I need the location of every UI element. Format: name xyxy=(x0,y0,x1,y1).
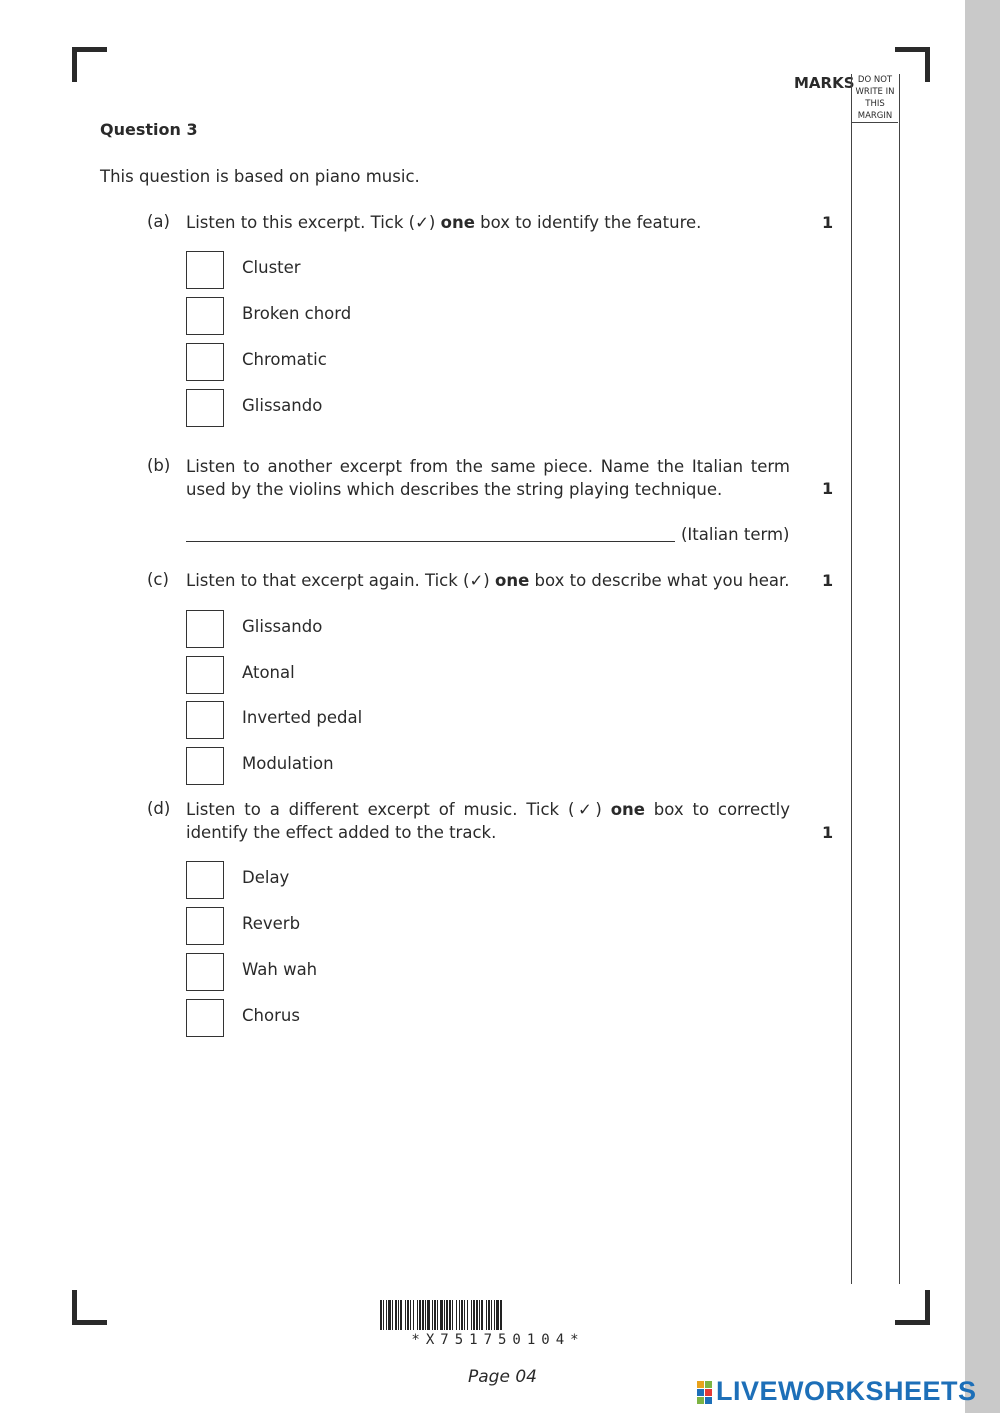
question-title: Question 3 xyxy=(100,120,198,139)
option-label: Chorus xyxy=(242,1006,300,1025)
margin-note: DO NOT WRITE IN THIS MARGIN xyxy=(852,74,898,123)
part-d-mark: 1 xyxy=(822,823,834,842)
checkbox-modulation[interactable] xyxy=(186,747,224,785)
crop-mark-bottom-left xyxy=(72,1290,107,1325)
answer-line-italian-term[interactable] xyxy=(186,541,675,542)
question-intro: This question is based on piano music. xyxy=(100,167,420,186)
part-a-text: Listen to this excerpt. Tick (✓) one box to identify the feature. xyxy=(186,213,702,232)
part-c-label: (c) xyxy=(147,570,169,589)
part-a-label: (a) xyxy=(147,212,170,231)
crop-mark-bottom-right xyxy=(895,1290,930,1325)
checkbox-broken-chord[interactable] xyxy=(186,297,224,335)
option-label: Glissando xyxy=(242,617,323,636)
italian-term-hint: (Italian term) xyxy=(681,525,790,544)
liveworksheets-logo-icon xyxy=(697,1381,713,1405)
checkbox-glissando-a[interactable] xyxy=(186,389,224,427)
side-strip xyxy=(965,0,1000,1413)
checkbox-chromatic[interactable] xyxy=(186,343,224,381)
part-b-mark: 1 xyxy=(822,479,834,498)
margin-column xyxy=(851,74,900,1284)
part-b-label: (b) xyxy=(147,456,171,475)
crop-mark-top-right xyxy=(895,47,930,82)
checkbox-reverb[interactable] xyxy=(186,907,224,945)
option-label: Broken chord xyxy=(242,304,352,323)
part-b-text: Listen to another excerpt from the same piece. Name the Italian term used by the violins which describes the string playing technique. xyxy=(186,457,790,499)
option-label: Inverted pedal xyxy=(242,708,363,727)
option-label: Cluster xyxy=(242,258,301,277)
checkbox-inverted-pedal[interactable] xyxy=(186,701,224,739)
marks-label: MARKS xyxy=(794,74,855,92)
checkbox-chorus[interactable] xyxy=(186,999,224,1037)
part-c-mark: 1 xyxy=(822,571,834,590)
checkbox-cluster[interactable] xyxy=(186,251,224,289)
liveworksheets-brand[interactable]: LIVEWORKSHEETS xyxy=(716,1376,977,1406)
option-label: Wah wah xyxy=(242,960,318,979)
part-c-text: Listen to that excerpt again. Tick (✓) one box to describe what you hear. xyxy=(186,571,790,590)
part-a-mark: 1 xyxy=(822,213,834,232)
crop-mark-top-left xyxy=(72,47,107,82)
barcode-text: *X751750104* xyxy=(411,1332,585,1348)
page-number: Page 04 xyxy=(468,1367,537,1387)
part-d-label: (d) xyxy=(147,799,171,818)
checkbox-glissando-c[interactable] xyxy=(186,610,224,648)
checkbox-atonal[interactable] xyxy=(186,656,224,694)
barcode xyxy=(380,1300,616,1330)
option-label: Modulation xyxy=(242,754,334,773)
option-label: Atonal xyxy=(242,663,295,682)
part-d-text: Listen to a different excerpt of music. Tick (✓) one box to correctly identify the effect added to the track. xyxy=(186,800,791,842)
checkbox-delay[interactable] xyxy=(186,861,224,899)
checkbox-wah-wah[interactable] xyxy=(186,953,224,991)
option-label: Delay xyxy=(242,868,290,887)
option-label: Reverb xyxy=(242,914,301,933)
option-label: Glissando xyxy=(242,396,323,415)
option-label: Chromatic xyxy=(242,350,327,369)
